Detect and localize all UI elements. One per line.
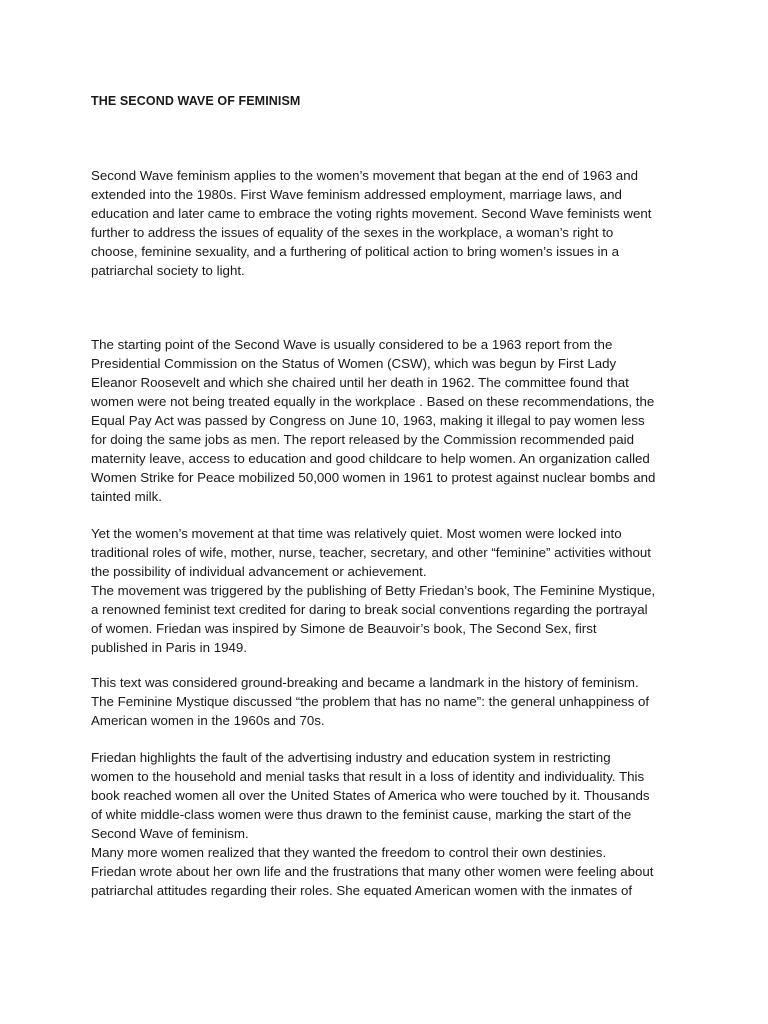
text-line: Women Strike for Peace mobilized 50,000 women in 1961 to protest against nuclear bombs and	[91, 470, 656, 485]
text-line: American women in the 1960s and 70s.	[91, 713, 325, 728]
text-line: This text was considered ground-breaking and became a landmark in the history of feminism.	[91, 675, 639, 690]
paragraph-landmark	[91, 673, 691, 730]
paragraph-starting-point	[91, 335, 691, 506]
paragraph-friedan	[91, 748, 691, 900]
text-line: women to the household and menial tasks that result in a loss of identity and individuality. This	[91, 769, 645, 784]
text-line: extended into the 1980s. First Wave feminism addressed employment, marriage laws, and	[91, 187, 622, 202]
text-line: Friedan highlights the fault of the advertising industry and education system in restricting	[91, 750, 611, 765]
text-line: traditional roles of wife, mother, nurse, teacher, secretary, and other “feminine” activities without	[91, 545, 651, 560]
text-line: the possibility of individual advancement or achievement.	[91, 564, 427, 579]
text-line: Second Wave feminism applies to the women’s movement that began at the end of 1963 and	[91, 168, 638, 183]
text-line: The starting point of the Second Wave is usually considered to be a 1963 report from the	[91, 337, 613, 352]
text-line: The Feminine Mystique discussed “the problem that has no name”: the general unhappiness of	[91, 694, 650, 709]
text-line: patriarchal attitudes regarding their roles. She equated American women with the inmates of	[91, 883, 633, 898]
text-line: of women. Friedan was inspired by Simone de Beauvoir’s book, The Second Sex, first	[91, 621, 597, 636]
text-line: book reached women all over the United States of America who were touched by it. Thousands	[91, 788, 650, 803]
paragraph-quiet-movement	[91, 524, 691, 657]
text-line: further to address the issues of equality of the sexes in the workplace, a woman’s right to	[91, 225, 614, 240]
text-line: The movement was triggered by the publishing of Betty Friedan’s book, The Feminine Mystique,	[91, 583, 656, 598]
text-line: Friedan wrote about her own life and the frustrations that many other women were feeling about	[91, 864, 654, 879]
text-line: patriarchal society to light.	[91, 263, 245, 278]
text-line: women were not being treated equally in the workplace . Based on these recommendations, the	[91, 394, 655, 409]
text-line: tainted milk.	[91, 489, 162, 504]
text-line: published in Paris in 1949.	[91, 640, 247, 655]
text-line: Equal Pay Act was passed by Congress on June 10, 1963, making it illegal to pay women less	[91, 413, 645, 428]
text-line: a renowned feminist text credited for daring to break social conventions regarding the portrayal	[91, 602, 648, 617]
text-line: of white middle-class women were thus drawn to the feminist cause, marking the start of the	[91, 807, 632, 822]
paragraph-intro	[91, 166, 691, 280]
text-line: maternity leave, access to education and good childcare to help women. An organization called	[91, 451, 650, 466]
text-line: for doing the same jobs as men. The report released by the Commission recommended paid	[91, 432, 634, 447]
text-line: choose, feminine sexuality, and a furthering of political action to bring women’s issues in a	[91, 244, 619, 259]
text-line: Eleanor Roosevelt and which she chaired until her death in 1962. The committee found that	[91, 375, 629, 390]
text-line: Many more women realized that they wanted the freedom to control their own destinies.	[91, 845, 607, 860]
document-title: THE SECOND WAVE OF FEMINISM	[91, 94, 301, 108]
text-line: Yet the women’s movement at that time was relatively quiet. Most women were locked into	[91, 526, 622, 541]
text-line: education and later came to embrace the voting rights movement. Second Wave feminists went	[91, 206, 652, 221]
text-line: Second Wave of feminism.	[91, 826, 249, 841]
text-line: Presidential Commission on the Status of Women (CSW), which was begun by First Lady	[91, 356, 617, 371]
